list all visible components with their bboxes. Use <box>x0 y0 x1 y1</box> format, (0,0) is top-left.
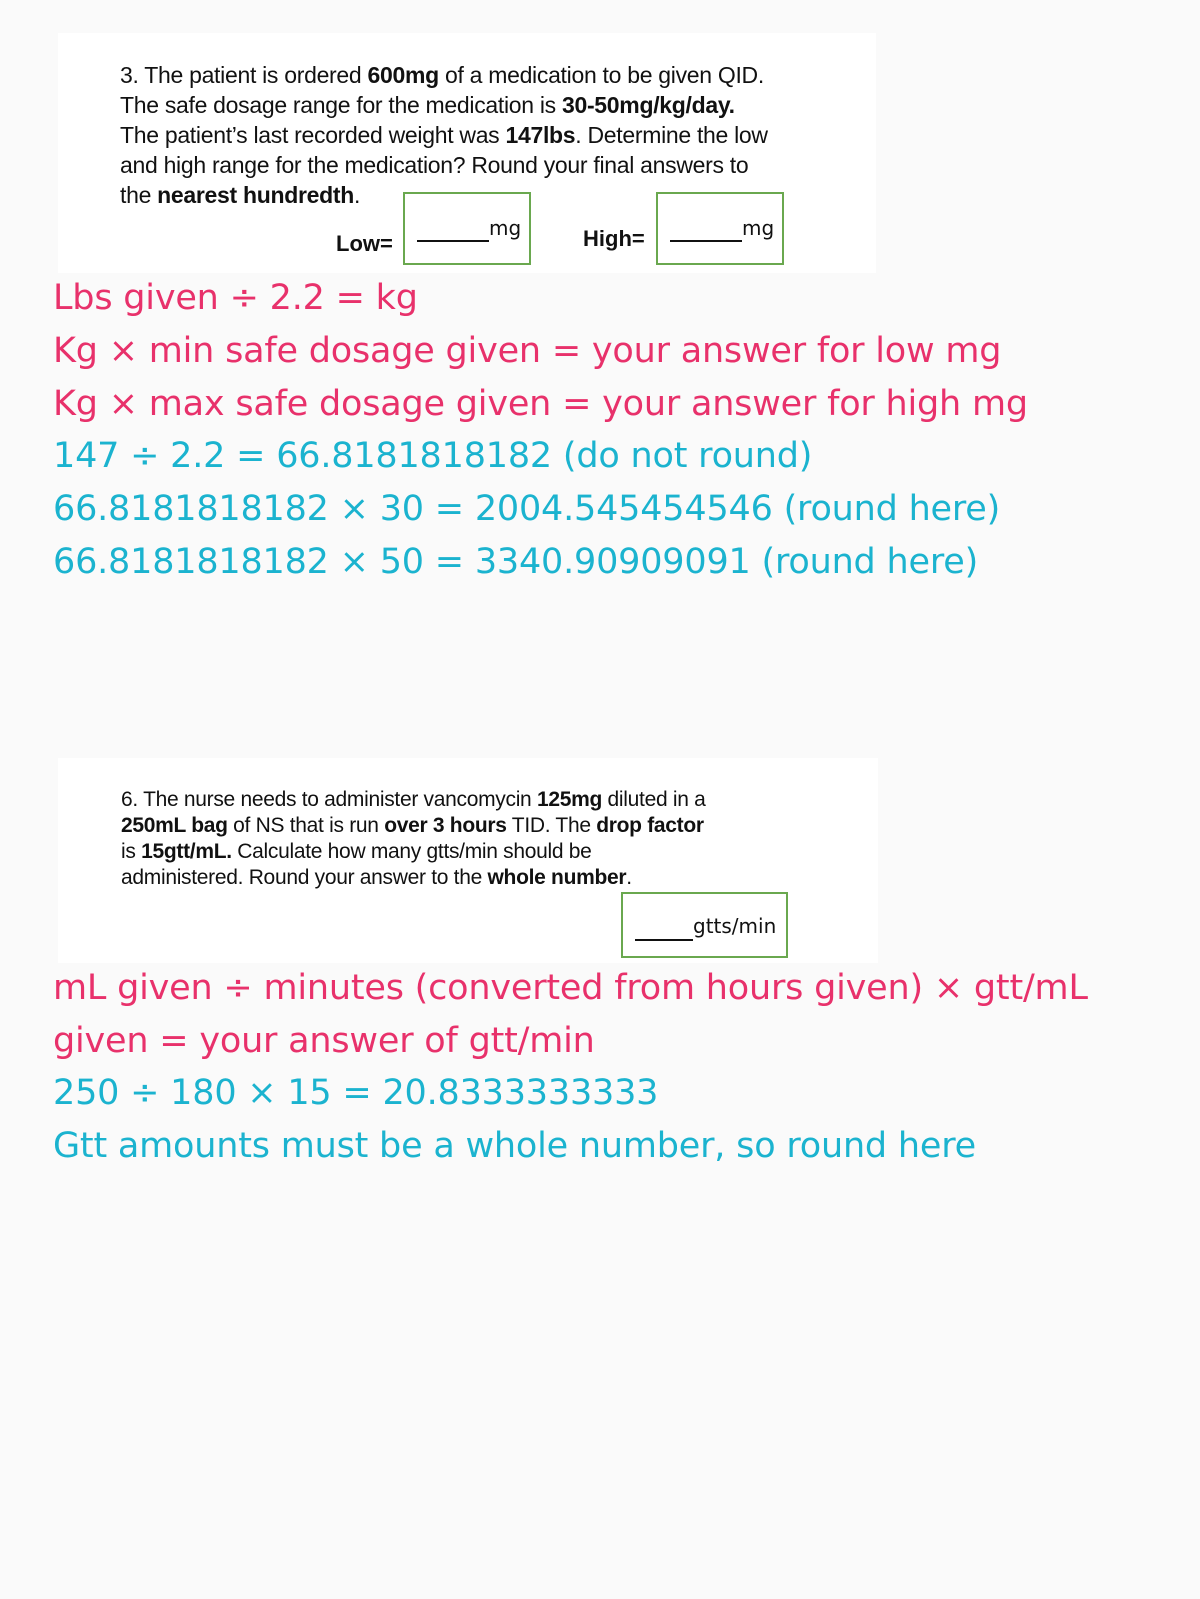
q3-calculation-2: 66.8181818182 × 30 = 2004.545454546 (round here) <box>53 489 1001 529</box>
low-label: Low= <box>336 231 393 256</box>
question-3-line-5: the nearest hundredth. <box>120 182 361 208</box>
q3-calculation-3: 66.8181818182 × 50 = 3340.90909091 (round here) <box>53 542 979 582</box>
high-unit-label: mg <box>742 216 775 240</box>
question-6-line-4: administered. Round your answer to the whole number. <box>121 866 632 889</box>
question-3-line-2: The safe dosage range for the medication is 30-50mg/kg/day. <box>120 92 735 118</box>
low-answer-blank[interactable] <box>417 230 489 242</box>
high-label: High= <box>583 226 645 251</box>
question-6-line-3: is 15gtt/mL. Calculate how many gtts/min should be <box>121 840 592 863</box>
gtts-answer-box[interactable] <box>621 892 788 958</box>
q6-calculation-1: 250 ÷ 180 × 15 = 20.8333333333 <box>53 1073 659 1113</box>
question-3-line-3: The patient’s last recorded weight was 147lbs. Determine the low <box>120 122 768 148</box>
question-3-text <box>120 60 880 210</box>
q3-calculation-1: 147 ÷ 2.2 = 66.8181818182 (do not round) <box>53 436 813 476</box>
high-answer-blank[interactable] <box>670 230 742 242</box>
question-6-text <box>121 787 861 891</box>
question-6-line-1: 6. The nurse needs to administer vancomycin 125mg diluted in a <box>121 788 706 811</box>
high-answer-box[interactable] <box>656 192 784 265</box>
gtts-answer-blank[interactable] <box>635 929 693 941</box>
q6-formula-1: mL given ÷ minutes (converted from hours given) × gtt/mL <box>53 968 1088 1008</box>
low-unit-label: mg <box>489 216 522 240</box>
low-answer-box[interactable] <box>403 192 531 265</box>
gtts-unit-label: gtts/min <box>693 914 777 938</box>
q3-formula-1: Lbs given ÷ 2.2 = kg <box>53 278 418 318</box>
question-3-line-1: 3. The patient is ordered 600mg of a medication to be given QID. <box>120 62 764 88</box>
q3-formula-2: Kg × min safe dosage given = your answer for low mg <box>53 331 1002 371</box>
question-3-line-4: and high range for the medication? Round your final answers to <box>120 152 749 178</box>
question-6-line-2: 250mL bag of NS that is run over 3 hours TID. The drop factor <box>121 814 704 837</box>
q6-formula-2: given = your answer of gtt/min <box>53 1021 595 1061</box>
question-6-card <box>58 758 878 963</box>
q6-calculation-2: Gtt amounts must be a whole number, so round here <box>53 1126 976 1166</box>
question-3-card <box>58 33 876 273</box>
q3-formula-3: Kg × max safe dosage given = your answer for high mg <box>53 384 1028 424</box>
